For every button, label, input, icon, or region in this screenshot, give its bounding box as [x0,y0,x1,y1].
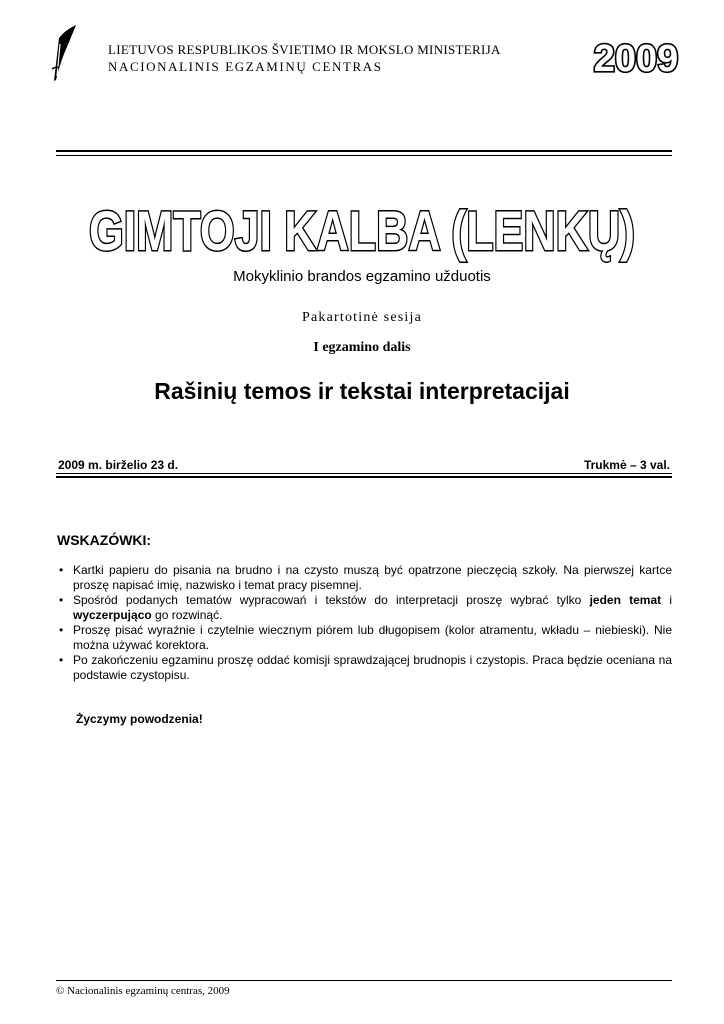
exam-subtitle: Mokyklinio brandos egzamino užduotis [233,268,491,285]
instruction-emphasis: wyczerpująco [73,608,152,622]
subject-title [82,196,642,266]
header-rule-thin [56,155,672,156]
ministry-header [108,41,501,75]
closing-wish: Życzymy powodzenia! [76,712,203,726]
info-rule-thin [56,473,672,474]
center-name: NACIONALINIS EGZAMINŲ CENTRAS [108,59,383,74]
instructions-heading: WSKAZÓWKI: [57,532,152,548]
info-rule-thick [56,476,672,478]
instruction-emphasis: jeden temat [589,593,662,607]
exam-date: 2009 m. birželio 23 d. [58,458,179,472]
footer-rule [56,980,672,981]
subject-title-text: GIMTOJI KALBA (LENKŲ) [89,199,635,262]
list-item [58,623,672,653]
page-title: Rašinių temos ir tekstai interpretacijai [154,378,570,404]
year-badge [586,36,686,80]
list-item [58,653,672,683]
year-text: 2009 [593,38,679,80]
instruction-text: Proszę pisać wyraźnie i czytelnie wiecznym piórem lub długopisem (kolor atramentu, wkładu – niebieski). Nie można używać korektora. [73,623,672,652]
instruction-text: Kartki papieru do pisania na brudno i na czysto muszą być opatrzone pieczęcią szkoły. Na pierwszej kartce proszę napisać imię, nazwisko i temat pracy pisemnej. [73,563,672,592]
instruction-text: go rozwinąć. [151,608,223,622]
session-label: Pakartotinė sesija [302,310,422,325]
instructions-list [58,563,672,683]
exam-duration: Trukmė – 3 val. [583,458,670,472]
copyright-notice: © Nacionalinis egzaminų centras, 2009 [56,985,230,997]
instruction-text: Po zakończeniu egzaminu proszę oddać komisji sprawdzającej brudnopis i czystopis. Praca będzie oceniana na podstawie czystopisu. [73,653,672,682]
instruction-text: i [661,593,673,607]
header-rule-thick [56,150,672,152]
instruction-text: Spośród podanych tematów wypracowań i tekstów do interpretacji proszę wybrać tylko [73,593,590,607]
list-item [58,563,672,593]
exam-part: I egzamino dalis [313,340,411,355]
list-item [58,593,672,623]
ministry-name: LIETUVOS RESPUBLIKOS ŠVIETIMO IR MOKSLO MINISTERIJA [108,42,501,57]
quill-pen-icon [50,24,78,82]
